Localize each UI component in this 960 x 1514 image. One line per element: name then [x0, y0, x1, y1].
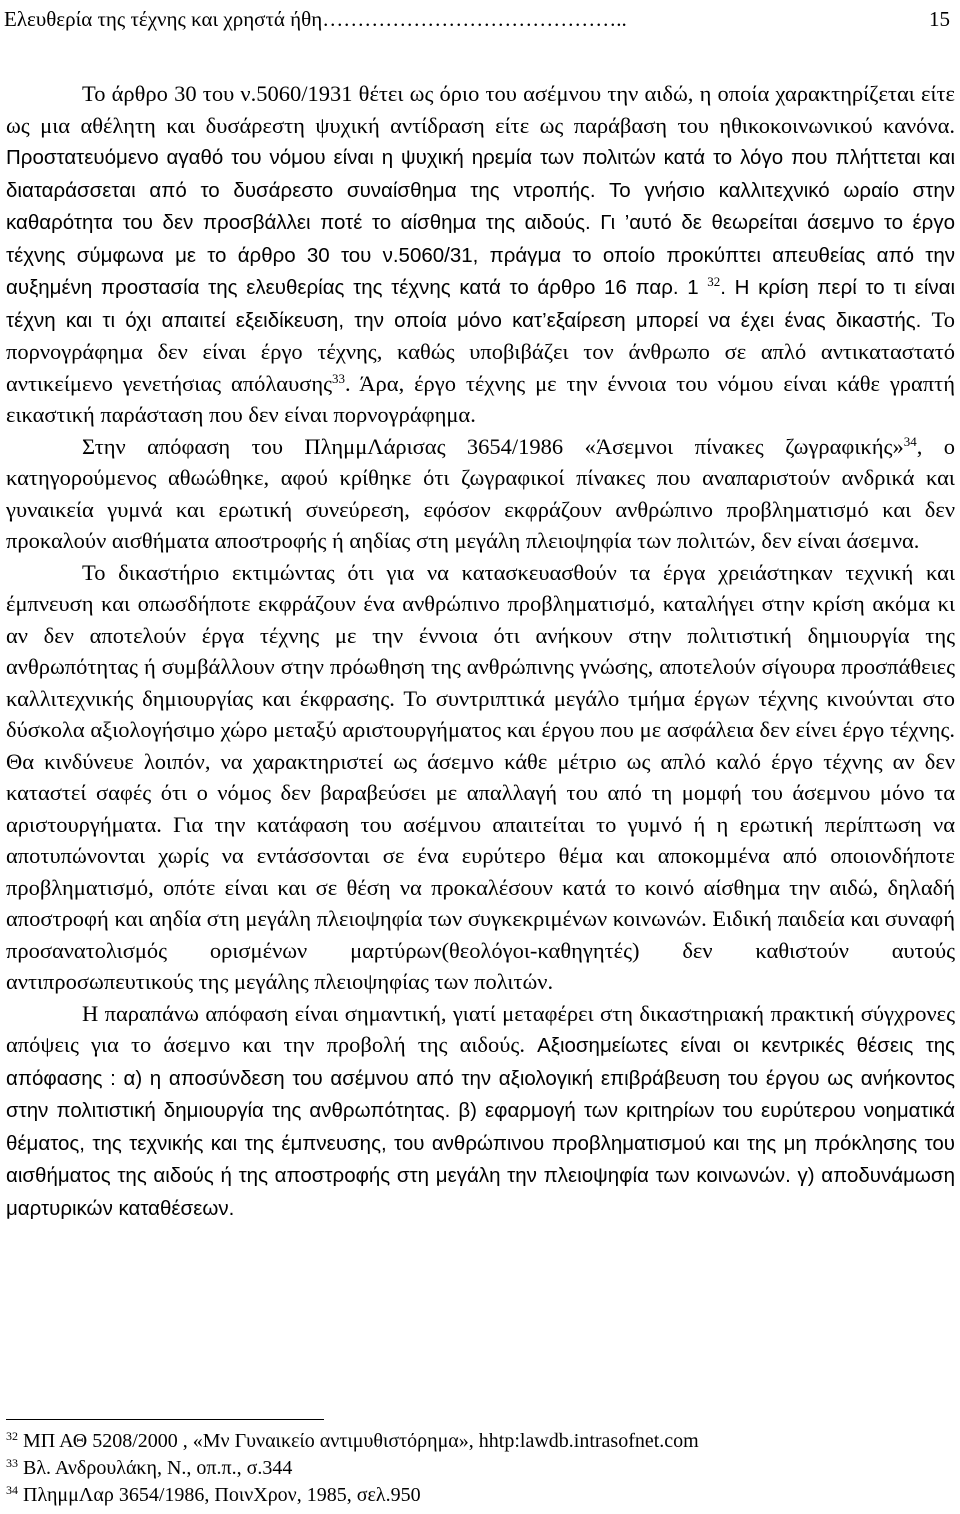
running-header — [4, 4, 950, 34]
text-run: Το άρθρο 30 του ν.5060/1931 θέτει ως όριο του ασέμνου την αιδώ, η οποία χαρακτηρίζεται είτε ως μια αθέλητη και δυσάρεστη ψυχική αντίδραση είτε ως παράβαση του ηθικοκοινωνικού κανόνα. — [6, 81, 955, 138]
text-run: Το δικαστήριο εκτιμώντας ότι για να κατασκευασθούν τα έργα χρειάστηκαν τεχνική και έμπνευση και οπωσδήποτε εκφράζουν ένα ανθρώπινο προβληματισμό, καταλήγει στην κρίση ακόμα κι αν δεν αποτελούν έργα τέχνης με την έννοια ότι ανήκουν στην πολιτιστική δημιουργία της ανθρωπότητας ή συμβάλλουν στην πρόωθηση της ανθρώπινης γνώσης, αποτελούν σίγουρα προσπάθειες καλλιτεχνικής δημιουργίας και έκφρασης. Το συντριπτικά μεγάλο τμήμα έργων τέχνης κινούνται στο δύσκολα αξιολογήσιμο χώρο μεταξύ αριστουργήματος και έργου που με ασφάλεια δεν είνει έργο τέχνης. Θα κινδύνευε λοιπόν, να χαρακτηριστεί ως άσεμνο κάθε μέτριο ως απλό καλό έργο τέχνης αν δεν καταστεί σαφές ότι ο νόμος δεν βαραβεύσει με απαλλαγή του από τη μομφή του άσεμνου μόνο τα αριστουργήματα. Για την κατάφαση του ασέμνου απαιτείται το γυμνό ή η ερωτική περίπτωση να αποτυπώνονται χωρίς να εντάσσονται σε ένα ευρύτερο θέμα και αποκομμένα από οποιονδήποτε προβληματισμό, οπότε είναι και σε θέση να προκαλέσουν κατά το κοινό αίσθημα την αιδώ, δηλαδή αποστροφή και αηδία στη μεγάλη πλειοψηφία των συγκεκριμένων κοινωνών. Ειδική παιδεία και συναφή προσανατολισμός ορισμένων μαρτύρων(θεολόγοι-καθηγητές) δεν καθιστούν αυτούς αντιπροσωπευτικούς της μεγάλης πλειοψηφίας των πολιτών. — [6, 559, 955, 994]
body-text — [6, 78, 955, 1224]
footnote-reference: 33 — [332, 370, 346, 386]
footnote-text: ΠλημμΛαρ 3654/1986, ΠοινΧρον, 1985, σελ.950 — [23, 1484, 421, 1506]
text-run — [699, 274, 708, 299]
page-number: 15 — [929, 7, 950, 31]
body-paragraph — [6, 78, 955, 431]
body-paragraph — [6, 998, 955, 1225]
footnote-number: 33 — [6, 1456, 18, 1470]
footnote-reference: 34 — [903, 433, 917, 449]
text-run: Αξιοσημείωτες είναι οι κεντρικές θέσεις της απόφασης : α) η αποσύνδεση του ασέμνου από την αξιολογική επιβράβευση του έργου ως ανήκοντος στην πολιτιστική δημιουργία της ανθρωπότητας. β) εφαρμογή των κριτηρίων του ευρύτερου νοηματικά θέματος, της τεχνικής και της έμπνευσης, του ανθρώπινου προβληματισμού και της μη πρόκλησης του αισθήματος της αιδούς ή της αποστροφής στη μεγάλη την πλειοψηφία των κοινωνών. γ) αποδυνάμωση μαρτυρικών καταθέσεων. — [6, 1034, 955, 1220]
text-run: Η παραπάνω απόφαση είναι σημαντική, γιατί μεταφέρει στη δικαστηριακή πρακτική σύγχρονες απόψεις για το άσεμνο και την προβολή της αιδούς. — [6, 1000, 955, 1057]
footnote-reference: 32 — [707, 274, 721, 289]
text-run: Προστατευόμενο αγαθό του νόμου είναι η ψυχική ηρεμία των πολιτών κατά το λόγο που πλήττεται και διαταράσσεται από το δυσάρεστο συναίσθημα της ντροπής. Το γνήσιο καλλιτεχνικό ωραίο στην καθαρότητα του δεν προσβάλλει ποτέ το αίσθημα της αιδούς. Γι ’αυτό δε θεωρείται άσεμνο το έργο τέχνης σύμφωνα με το άρθρο 30 του ν.5060/31, πράγμα το οποίο προκύπτει απευθείας από την αυξημένη προστασία της ελευθερίας της τέχνης κατά το άρθρο 16 παρ. 1 — [6, 146, 955, 299]
footnote-separator — [6, 1419, 324, 1420]
body-paragraph — [6, 557, 955, 998]
text-run: . Η κρίση περί το τι είναι τέχνη και τι όχι απαιτεί εξειδίκευση, την οποία μόνο κατ’εξαίρεση μπορεί να έχει ένας δικαστής. — [6, 276, 956, 332]
footnote-number: 34 — [6, 1483, 18, 1497]
footnote-text: ΜΠ ΑΘ 5208/2000 , «Μν Γυναικείο αντιμυθιστόρημα», hhtp:lawdb.intrasofnet.com — [23, 1430, 699, 1452]
body-paragraph — [6, 431, 955, 557]
text-run: Στην απόφαση του ΠλημμΛάρισας 3654/1986 «Άσεμνοι πίνακες ζωγραφικής» — [82, 433, 904, 459]
footnote — [6, 1482, 955, 1509]
text-run: Το πορνογράφημα δεν είναι έργο τέχνης, καθώς υποβιβάζει τον άνθρωπο σε απλό αντικαταστατό αντικείμενο γενετήσιας απόλαυσης — [6, 306, 955, 396]
text-run: , ο κατηγορούμενος αθωώθηκε, αφού κρίθηκε ότι ζωγραφικοί πίνακες που αναπαριστούν ανδρικά και γυναικεία γυμνά και ερωτική συνεύρεση, εφόσον εκφράζουν ανθρώπινο προβληματισμό και δεν προκαλούν αισθήματα αποστροφής ή αηδίας στη μεγάλη πλειοψηφία των πολιτών, δεν είναι άσεμνα. — [6, 433, 955, 553]
text-run: . Άρα, έργο τέχνης με την έννοια του νόμου είναι κάθε γραπτή εικαστική παράσταση που δεν είναι πορνογράφημα. — [6, 370, 955, 427]
header-title: Ελευθερία της τέχνης και χρηστά ήθη…………………………………….. — [4, 7, 627, 31]
footnotes — [6, 1428, 955, 1509]
footnote-number: 32 — [6, 1429, 18, 1443]
footnote-text: Βλ. Ανδρουλάκη, Ν., οπ.π., σ.344 — [23, 1457, 293, 1479]
footnote — [6, 1455, 955, 1482]
footnote — [6, 1428, 955, 1455]
